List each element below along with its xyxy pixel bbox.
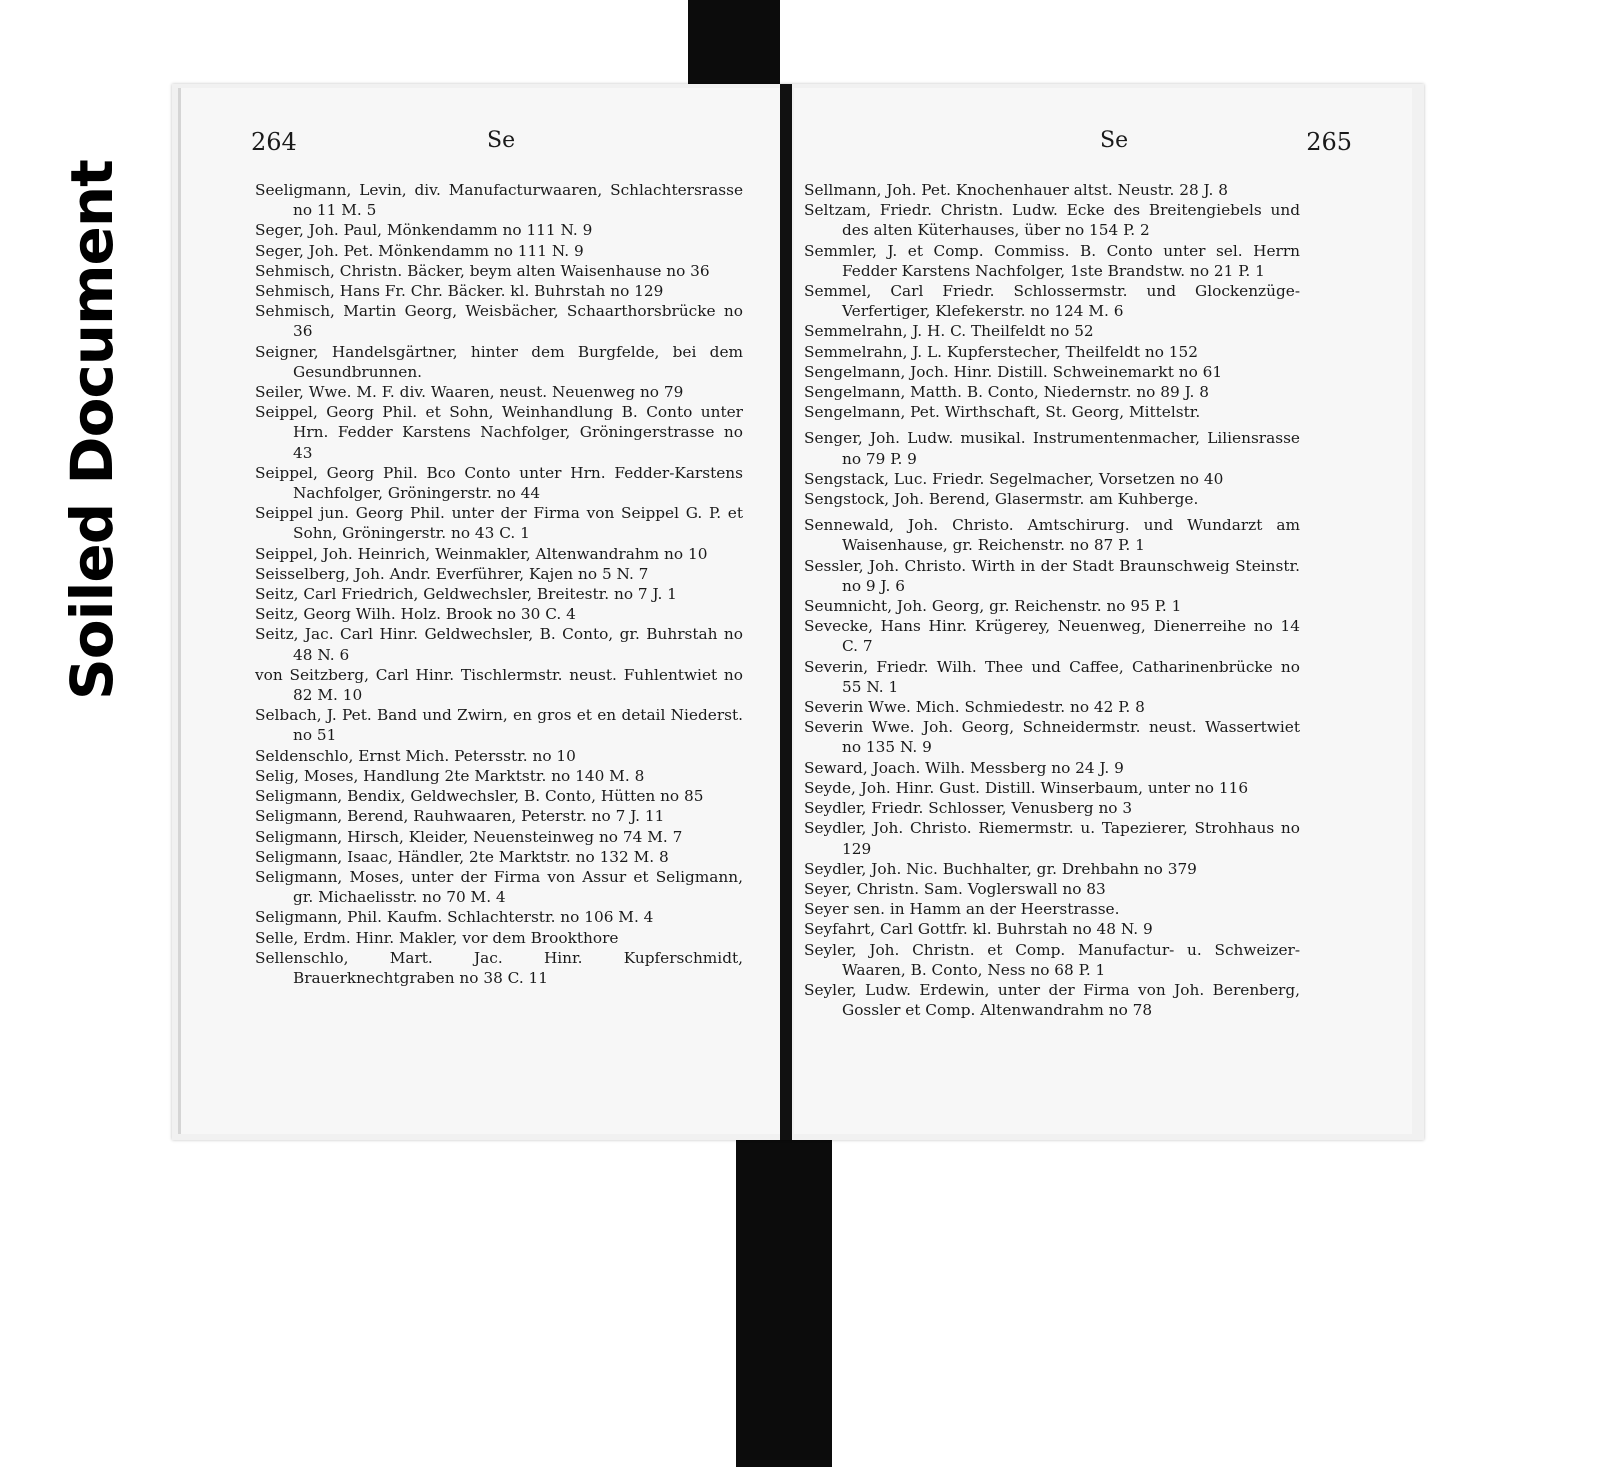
right-page (794, 88, 1412, 1134)
directory-entry: Seydler, Joh. Nic. Buchhalter, gr. Drehbahn no 379 (804, 859, 1197, 878)
directory-entry: Sengstock, Joh. Berend, Glasermstr. am Kuhberge. (804, 490, 1199, 509)
directory-entry: Sellenschlo, Mart. Jac. Hinr. Kupferschmidt, Brauerknechtgraben no 38 C. 11 (255, 948, 743, 987)
directory-entry: Seyler, Ludw. Erdewin, unter der Firma von Joh. Berenberg, Gossler et Comp. Altenwandrahm no 78 (804, 980, 1300, 1020)
directory-entry: Seger, Joh. Pet. Mönkendamm no 111 N. 9 (255, 241, 584, 260)
directory-entry: Sehmisch, Hans Fr. Chr. Bäcker. kl. Buhrstah no 129 (255, 282, 664, 301)
directory-entry: Sellmann, Joh. Pet. Knochenhauer altst. Neustr. 28 J. 8 (804, 181, 1228, 199)
directory-entry: Seyer sen. in Hamm an der Heerstrasse. (804, 900, 1120, 919)
right-page-header (864, 128, 1374, 164)
directory-entry: Seippel jun. Georg Phil. unter der Firma von Seippel G. P. et Sohn, Gröningerstr. no 43 C. 1 (255, 504, 743, 543)
soiled-document-label: Soiled Document (58, 160, 126, 700)
directory-entry: Seltzam, Friedr. Christn. Ludw. Ecke des Breitengiebels und des alten Küterhauses, über no 154 P. 2 (804, 201, 1300, 240)
directory-entry: Seyler, Joh. Christn. et Comp. Manufactur- u. Schweizer-Waaren, B. Conto, Ness no 68 P. 1 (804, 940, 1300, 979)
right-directory-entries (804, 180, 1300, 1020)
directory-entry: Seippel, Georg Phil. et Sohn, Weinhandlung B. Conto unter Hrn. Fedder Karstens Nachfolger, Gröningerstrasse no 43 (255, 403, 743, 462)
left-page-running-title: Se (487, 128, 516, 153)
directory-entry: Selle, Erdm. Hinr. Makler, vor dem Brookthore (255, 928, 619, 947)
directory-entry: Seligmann, Hirsch, Kleider, Neuensteinweg no 74 M. 7 (255, 827, 683, 846)
book-spine-top (688, 0, 780, 96)
directory-entry: Sengstack, Luc. Friedr. Segelmacher, Vorsetzen no 40 (804, 469, 1224, 488)
directory-entry: Seippel, Joh. Heinrich, Weinmakler, Altenwandrahm no 10 (255, 544, 708, 563)
directory-entry: Sessler, Joh. Christo. Wirth in der Stadt Braunschweig Steinstr. no 9 J. 6 (804, 556, 1300, 595)
directory-entry: Seydler, Joh. Christo. Riemermstr. u. Tapezierer, Strohhaus no 129 (804, 819, 1300, 858)
directory-entry: Selbach, J. Pet. Band und Zwirn, en gros et en detail Niederst. no 51 (255, 706, 743, 745)
directory-entry: Seitz, Carl Friedrich, Geldwechsler, Breitestr. no 7 J. 1 (255, 585, 677, 604)
right-page-number: 265 (1306, 128, 1352, 156)
directory-entry: Seligmann, Moses, unter der Firma von Assur et Seligmann, gr. Michaelisstr. no 70 M. 4 (255, 867, 743, 907)
directory-entry: Seyer, Christn. Sam. Voglerswall no 83 (804, 879, 1106, 898)
directory-entry: Seligmann, Berend, Rauhwaaren, Peterstr. no 7 J. 11 (255, 807, 665, 826)
directory-entry: Seger, Joh. Paul, Mönkendamm no 111 N. 9 (255, 221, 593, 240)
right-page-running-title: Se (1100, 128, 1129, 153)
directory-entry: Semmler, J. et Comp. Commiss. B. Conto unter sel. Herrn Fedder Karstens Nachfolger, 1ste Brandstw. no 21 P. 1 (804, 241, 1300, 280)
directory-entry: Semmel, Carl Friedr. Schlossermstr. und Glockenzüge-Verfertiger, Klefekerstr. no 124 M. 6 (804, 282, 1300, 321)
book-spine-bottom (736, 1136, 832, 1467)
left-page-number: 264 (251, 128, 297, 156)
directory-entry: Seward, Joach. Wilh. Messberg no 24 J. 9 (804, 758, 1124, 777)
page-gutter (780, 84, 792, 1140)
directory-entry: Seigner, Handelsgärtner, hinter dem Burgfelde, bei dem Gesundbrunnen. (255, 342, 743, 381)
directory-entry: Seippel, Georg Phil. Bco Conto unter Hrn. Fedder-Karstens Nachfolger, Gröningerstr. no 44 (255, 463, 743, 503)
scanned-book-spread (172, 84, 1424, 1140)
directory-entry: Seligmann, Phil. Kaufm. Schlachterstr. no 106 M. 4 (255, 908, 654, 927)
directory-entry: Seyde, Joh. Hinr. Gust. Distill. Winserbaum, unter no 116 (804, 778, 1249, 797)
directory-entry: Sehmisch, Martin Georg, Weisbächer, Schaarthorsbrücke no 36 (255, 302, 743, 341)
directory-entry: Seyfahrt, Carl Gottfr. kl. Buhrstah no 48 N. 9 (804, 920, 1153, 939)
directory-entry: Sennewald, Joh. Christo. Amtschirurg. und Wundarzt am Waisenhause, gr. Reichenstr. no 87 P. 1 (804, 516, 1300, 555)
directory-entry: Sengelmann, Pet. Wirthschaft, St. Georg, Mittelstr. (804, 403, 1201, 422)
directory-entry: Seligmann, Isaac, Händler, 2te Marktstr. no 132 M. 8 (255, 847, 669, 866)
directory-entry: Semmelrahn, J. L. Kupferstecher, Theilfeldt no 152 (804, 342, 1198, 361)
directory-entry: von Seitzberg, Carl Hinr. Tischlermstr. neust. Fuhlentwiet no 82 M. 10 (255, 665, 743, 705)
directory-entry: Sehmisch, Christn. Bäcker, beym alten Waisenhause no 36 (255, 261, 710, 280)
directory-entry: Senger, Joh. Ludw. musikal. Instrumentenmacher, Liliensrasse no 79 P. 9 (804, 429, 1300, 468)
directory-entry: Seldenschlo, Ernst Mich. Petersstr. no 10 (255, 746, 576, 765)
left-page-header (251, 128, 743, 164)
left-directory-entries (255, 180, 743, 988)
directory-entry: Selig, Moses, Handlung 2te Marktstr. no 140 M. 8 (255, 766, 645, 785)
directory-entry: Seiler, Wwe. M. F. div. Waaren, neust. Neuenweg no 79 (255, 383, 684, 402)
directory-entry: Seumnicht, Joh. Georg, gr. Reichenstr. no 95 P. 1 (804, 597, 1182, 616)
directory-entry: Seisselberg, Joh. Andr. Everführer, Kajen no 5 N. 7 (255, 564, 649, 583)
directory-entry: Severin, Friedr. Wilh. Thee und Caffee, Catharinenbrücke no 55 N. 1 (804, 657, 1300, 696)
directory-entry: Severin Wwe. Joh. Georg, Schneidermstr. neust. Wassertwiet no 135 N. 9 (804, 718, 1300, 757)
directory-entry: Sevecke, Hans Hinr. Krügerey, Neuenweg, Dienerreihe no 14 C. 7 (804, 617, 1300, 656)
directory-entry: Sengelmann, Joch. Hinr. Distill. Schweinemarkt no 61 (804, 362, 1223, 381)
directory-entry: Seitz, Jac. Carl Hinr. Geldwechsler, B. Conto, gr. Buhrstah no 48 N. 6 (255, 625, 743, 664)
directory-entry: Seydler, Friedr. Schlosser, Venusberg no 3 (804, 799, 1133, 818)
directory-entry: Severin Wwe. Mich. Schmiedestr. no 42 P. 8 (804, 698, 1145, 717)
left-page (178, 88, 781, 1134)
directory-entry: Seligmann, Bendix, Geldwechsler, B. Conto, Hütten no 85 (255, 787, 704, 806)
directory-entry: Seeligmann, Levin, div. Manufacturwaaren, Schlachtersrasse no 11 M. 5 (255, 181, 743, 220)
directory-entry: Seitz, Georg Wilh. Holz. Brook no 30 C. 4 (255, 605, 576, 624)
directory-entry: Sengelmann, Matth. B. Conto, Niedernstr. no 89 J. 8 (804, 383, 1209, 402)
directory-entry: Semmelrahn, J. H. C. Theilfeldt no 52 (804, 322, 1094, 341)
